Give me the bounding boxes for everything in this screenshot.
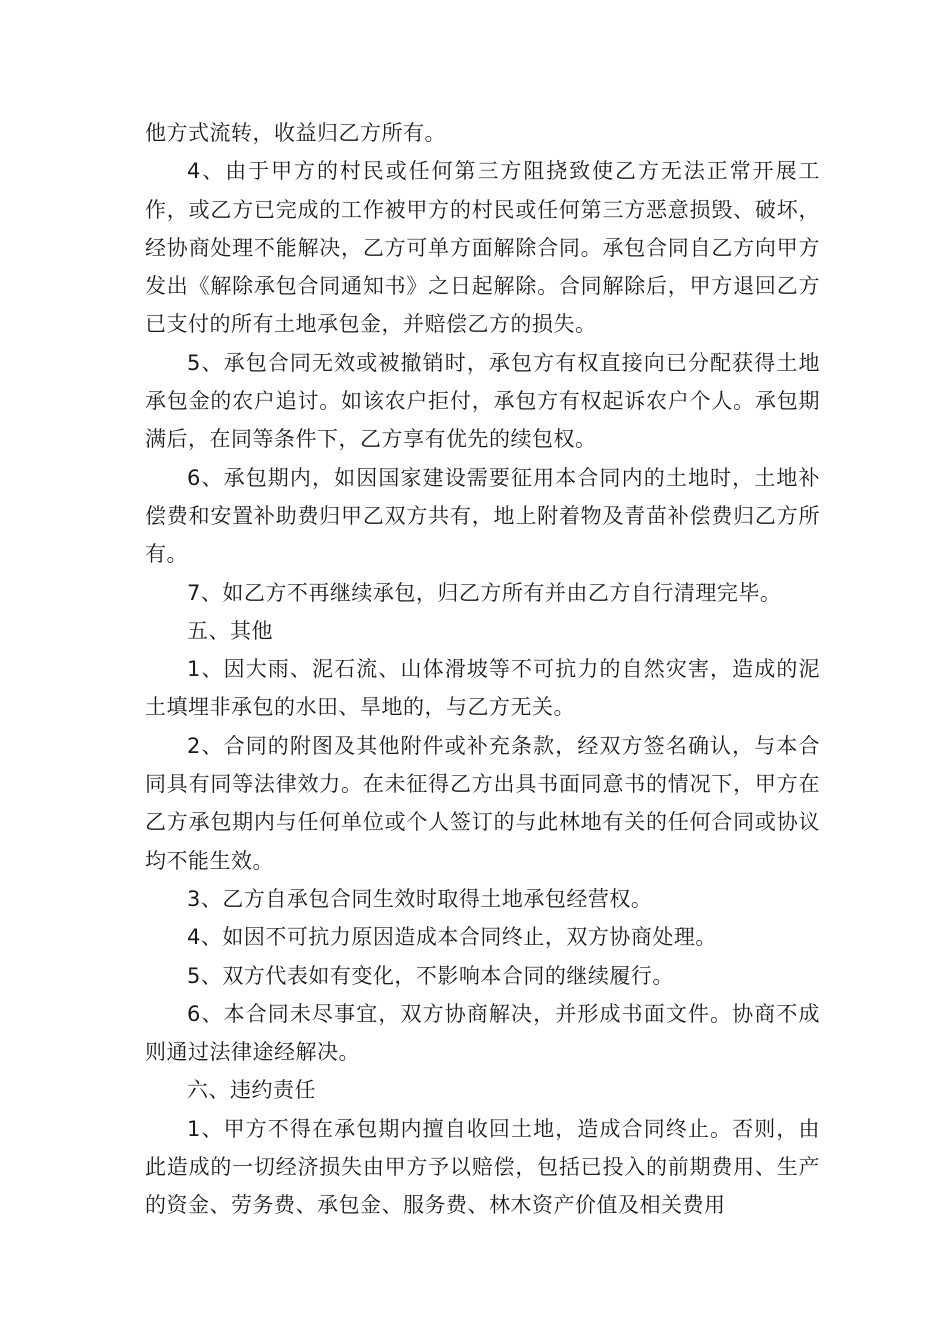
paragraph: 5、承包合同无效或被撤销时，承包方有权直接向已分配获得土地承包金的农户追讨。如该农户拒付，承包方有权起诉农户个人。承包期满后，在同等条件下，乙方享有优先的续包权。 bbox=[145, 350, 820, 452]
paragraph: 5、双方代表如有变化，不影响本合同的继续履行。 bbox=[187, 963, 674, 988]
section-heading: 六、违约责任 bbox=[187, 1078, 316, 1103]
paragraph: 1、因大雨、泥石流、山体滑坡等不可抗力的自然灾害，造成的泥土填埋非承包的水田、旱地的，与乙方无关。 bbox=[145, 657, 820, 720]
paragraph: 1、甲方不得在承包期内擅自收回土地，造成合同终止。否则，由此造成的一切经济损失由甲方予以赔偿，包括已投入的前期费用、生产的资金、劳务费、承包金、服务费、林木资产价值及相关费用 bbox=[145, 1116, 820, 1218]
paragraph: 3、乙方自承包合同生效时取得土地承包经营权。 bbox=[187, 886, 653, 911]
paragraph: 6、本合同未尽事宜，双方协商解决，并形成书面文件。协商不成则通过法律途经解决。 bbox=[145, 1001, 820, 1065]
paragraph: 4、如因不可抗力原因造成本合同终止，双方协商处理。 bbox=[187, 925, 717, 950]
paragraph: 他方式流转，收益归乙方所有。 bbox=[145, 121, 446, 145]
paragraph: 7、如乙方不再继续承包，归乙方所有并由乙方自行清理完毕。 bbox=[187, 580, 782, 605]
document-body bbox=[145, 114, 820, 1225]
paragraph: 4、由于甲方的村民或任何第三方阻挠致使乙方无法正常开展工作，或乙方已完成的工作被甲方的村民或任何第三方恶意损毁、破坏，经协商处理不能解决，乙方可单方面解除合同。承包合同自乙方向甲方发出《解除承包合同通知书》之日起解除。合同解除后，甲方退回乙方已支付的所有土地承包金，并赔偿乙方的损失。 bbox=[145, 159, 820, 337]
paragraph: 2、合同的附图及其他附件或补充条款，经双方签名确认，与本合同具有同等法律效力。在未征得乙方出具书面同意书的情况下，甲方在乙方承包期内与任何单位或个人签订的与此林地有关的任何合同或协议均不能生效。 bbox=[145, 733, 820, 873]
section-heading: 五、其他 bbox=[187, 618, 273, 643]
paragraph: 6、承包期内，如因国家建设需要征用本合同内的土地时，土地补偿费和安置补助费归甲乙双方共有，地上附着物及青苗补偿费归乙方所有。 bbox=[145, 465, 820, 567]
